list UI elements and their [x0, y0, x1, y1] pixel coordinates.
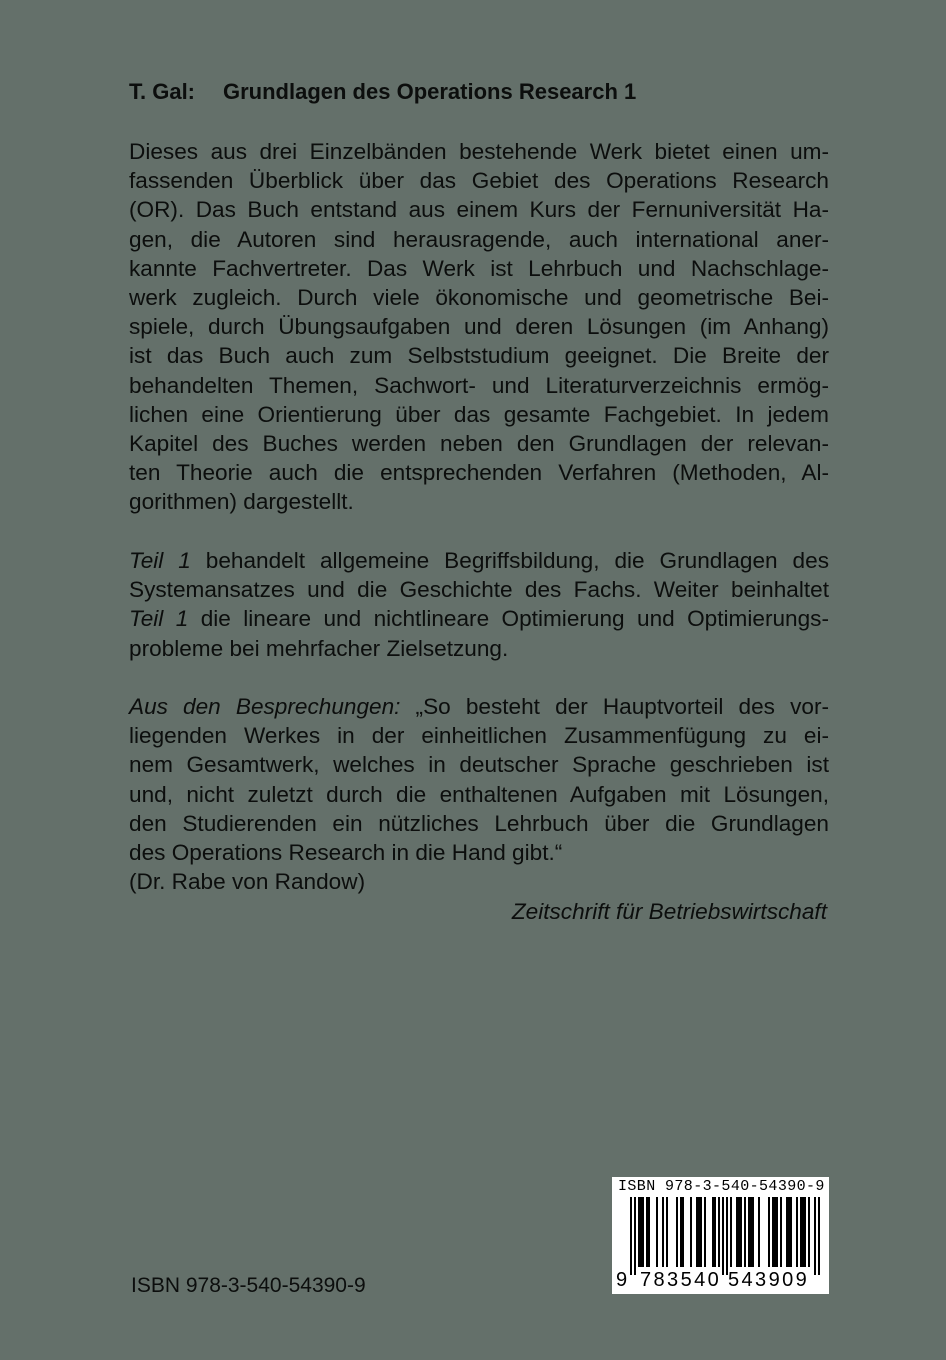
barcode-digits-left: 783540: [640, 1269, 722, 1291]
barcode-bar: [768, 1197, 770, 1267]
review-paragraph: [129, 692, 829, 867]
barcode-bar: [704, 1197, 706, 1267]
description-line: lichen eine Orientierung über das gesamte Fachgebiet. In jedem: [129, 401, 829, 427]
barcode-bar: [776, 1197, 778, 1267]
author-name: T. Gal:: [129, 79, 196, 104]
barcode-bar: [634, 1197, 636, 1275]
barcode-bar: [788, 1197, 790, 1267]
review-line-text: „So besteht der Hauptvorteil des vor-: [400, 694, 829, 719]
review-line: und, nicht zuletzt durch die enthaltenen Aufgaben mit Lösungen,: [129, 781, 829, 807]
barcode-bar: [744, 1197, 746, 1267]
barcode-bar: [740, 1197, 742, 1267]
part1-line-text: behandelt allgemeine Begriffsbildung, die Grundlagen des: [190, 548, 829, 573]
barcode-bar: [726, 1197, 728, 1275]
part1-line: [129, 546, 829, 575]
barcode-bar: [638, 1197, 640, 1267]
part1-line: [129, 604, 829, 633]
barcode-bar: [780, 1197, 782, 1267]
description-line: ist das Buch auch zum Selbststudium geeignet. Die Breite der: [129, 343, 829, 369]
barcode-bar: [656, 1197, 658, 1267]
review-line: [129, 692, 829, 721]
description-line: spiele, durch Übungsaufgaben und deren Lösungen (im Anhang): [129, 314, 829, 340]
description-line: gorithmen) dargestellt.: [129, 489, 354, 515]
part1-line-text: die lineare und nichtlineare Optimierung und Optimierungs-: [188, 606, 829, 632]
barcode-bar: [696, 1197, 698, 1267]
barcode-bar: [758, 1197, 760, 1267]
barcode-bar: [712, 1197, 714, 1267]
barcode-bar: [796, 1197, 798, 1267]
barcode: [612, 1177, 829, 1294]
isbn-label: ISBN 978-3-540-54390-9: [131, 1274, 366, 1297]
barcode-bar: [690, 1197, 692, 1267]
barcode-bar: [752, 1197, 754, 1267]
barcode-bar: [666, 1197, 668, 1267]
barcode-bar: [818, 1197, 820, 1275]
barcode-bar: [718, 1197, 720, 1267]
barcode-bar: [774, 1197, 776, 1267]
part1-line: probleme bei mehrfacher Zielsetzung.: [129, 635, 509, 661]
barcode-bar: [750, 1197, 752, 1267]
barcode-bar: [714, 1197, 716, 1267]
barcode-bar: [680, 1197, 682, 1267]
barcode-bar: [790, 1197, 792, 1267]
barcode-digits-right: 543909: [728, 1269, 810, 1291]
barcode-bar: [748, 1197, 750, 1267]
barcode-bar: [814, 1197, 816, 1275]
description-line: Dieses aus drei Einzelbänden bestehende Werk bietet einen um-: [129, 139, 829, 164]
barcode-digit-first: 9: [616, 1269, 630, 1291]
barcode-bar: [802, 1197, 804, 1267]
reviewer-name: (Dr. Rabe von Randow): [129, 869, 366, 894]
review-line: nem Gesamtwerk, welches in deutscher Sprache geschrieben ist: [129, 752, 829, 778]
barcode-bar: [630, 1197, 632, 1275]
barcode-bar: [642, 1197, 644, 1267]
barcode-isbn-header: ISBN 978-3-540-54390-9: [618, 1178, 825, 1195]
description-line: ten Theorie auch die entsprechenden Verfahren (Methoden, Al-: [129, 460, 829, 486]
barcode-bar: [700, 1197, 702, 1267]
barcode-bar: [648, 1197, 650, 1267]
barcode-bar: [640, 1197, 642, 1267]
journal-name: Zeitschrift für Betriebswirtschaft: [511, 899, 827, 924]
barcode-bar: [804, 1197, 806, 1267]
teil-label: Teil 1: [129, 548, 191, 573]
barcode-bar: [646, 1197, 648, 1267]
cover-heading: [129, 79, 636, 105]
description-line: gen, die Autoren sind herausragende, auch international aner-: [129, 226, 829, 252]
barcode-bar: [730, 1197, 732, 1267]
barcode-bar: [808, 1197, 810, 1267]
review-line: liegenden Werkes in der einheitlichen Zusammenfügung zu ei-: [129, 723, 829, 749]
description-line: Kapitel des Buches werden neben den Grundlagen der relevan-: [129, 431, 829, 457]
description-paragraph: [129, 137, 829, 517]
description-line: (OR). Das Buch entstand aus einem Kurs der Fernuniversität Ha-: [129, 197, 829, 223]
description-line: fassenden Überblick über das Gebiet des Operations Research: [129, 168, 829, 194]
barcode-bar: [662, 1197, 664, 1267]
review-line: des Operations Research in die Hand gibt.“: [129, 840, 563, 866]
barcode-bar: [682, 1197, 684, 1267]
review-line: den Studierenden ein nützliches Lehrbuch über die Grundlagen: [129, 810, 829, 836]
barcode-bar: [772, 1197, 774, 1267]
review-intro: Aus den Besprechungen:: [129, 694, 401, 719]
barcode-bar: [676, 1197, 678, 1267]
description-line: behandelten Themen, Sachwort- und Literaturverzeichnis ermög-: [129, 372, 829, 398]
description-line: werk zugleich. Durch viele ökonomische und geometrische Bei-: [129, 285, 829, 311]
barcode-bar: [698, 1197, 700, 1267]
description-line: kannte Fachvertreter. Das Werk ist Lehrbuch und Nachschlage-: [129, 255, 829, 281]
teil-label: Teil 1: [129, 606, 189, 632]
book-title: Grundlagen des Operations Research 1: [223, 79, 637, 104]
barcode-bar: [786, 1197, 788, 1267]
part1-line: Systemansatzes und die Geschichte des Fachs. Weiter beinhaltet: [129, 577, 829, 603]
barcode-bar: [800, 1197, 802, 1267]
barcode-bar: [722, 1197, 724, 1275]
barcode-bar: [738, 1197, 740, 1267]
barcode-bar: [736, 1197, 738, 1267]
part1-paragraph: [129, 546, 829, 663]
